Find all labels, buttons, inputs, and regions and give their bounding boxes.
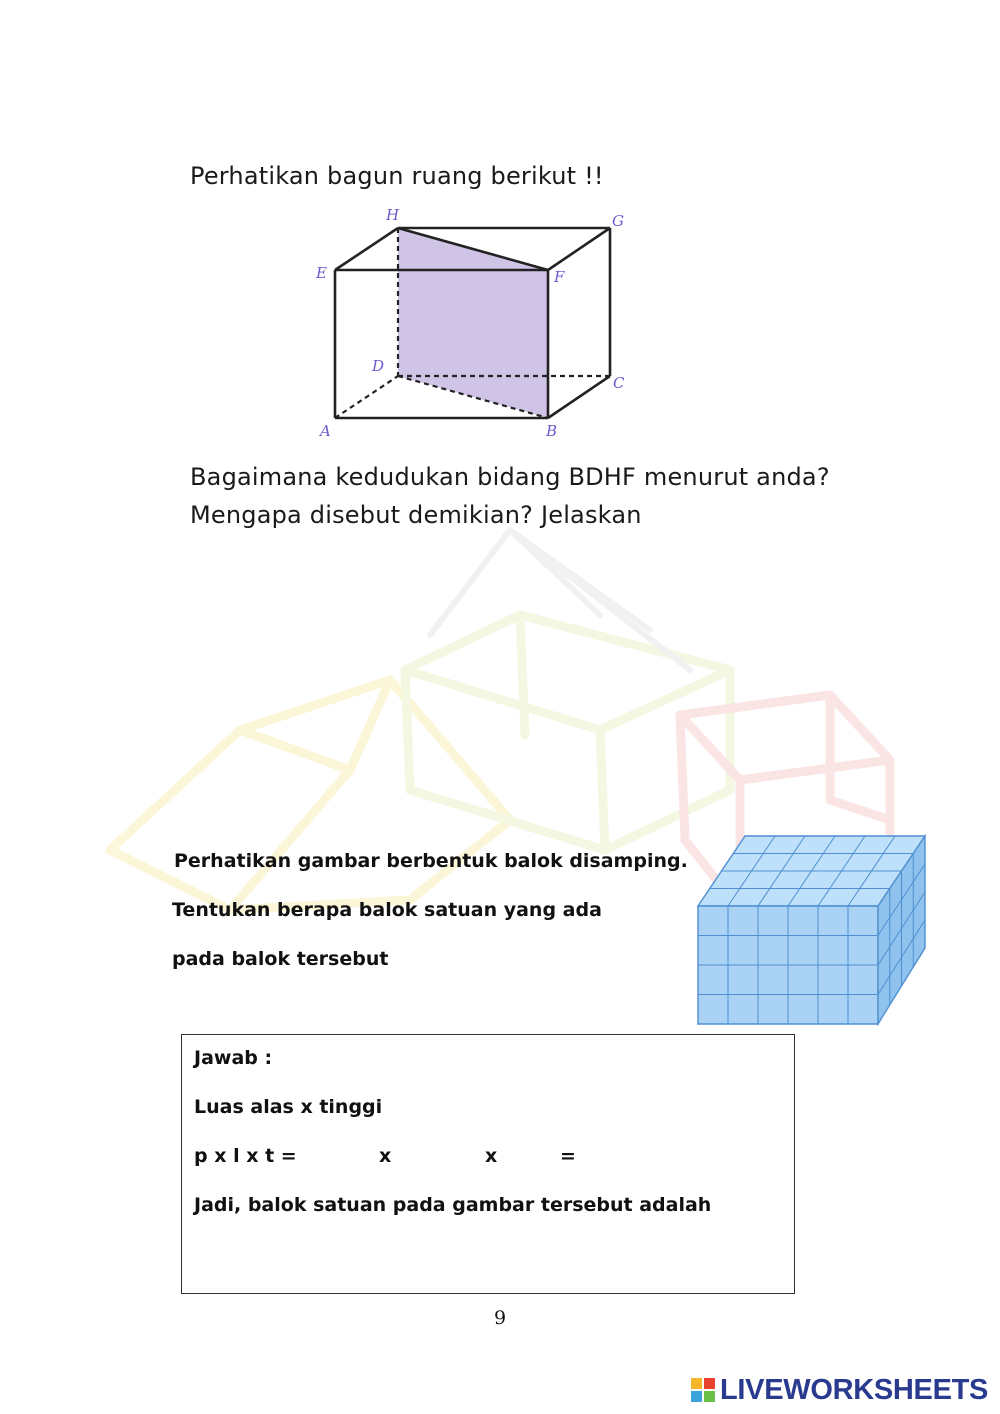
cuboid-bdhf-figure [300,200,650,445]
times-sign-2: x [485,1145,498,1167]
answer-formula: Luas alas x tinggi [194,1096,383,1118]
answer-title: Jawab : [194,1047,273,1069]
brand-name: LIVEWORKSHEETS [720,1373,989,1406]
question2-line3: pada balok tersebut [172,948,389,970]
expression-start: p x l x t = [194,1145,297,1167]
question1-line2: Mengapa disebut demikian? Jelaskan [190,501,642,529]
answer-expression [194,1145,774,1171]
liveworksheets-brand[interactable] [690,1372,988,1408]
equals-sign: = [560,1145,576,1167]
vertex-label-b: B [546,422,558,440]
unit-cube-block-image [690,828,935,1028]
vertex-label-e: E [316,264,327,282]
liveworksheets-logo-icon [690,1377,716,1403]
page-number: 9 [493,1307,507,1329]
question1-intro: Perhatikan bagun ruang berikut !! [190,162,604,190]
question2-line1: Perhatikan gambar berbentuk balok disamping. [174,850,688,872]
vertex-label-g: G [612,212,624,230]
answer-conclusion: Jadi, balok satuan pada gambar tersebut adalah [194,1194,712,1216]
vertex-label-d: D [372,357,385,375]
vertex-label-h: H [386,206,400,224]
question1-line1: Bagaimana kedudukan bidang BDHF menurut anda? [190,463,830,491]
question2-line2: Tentukan berapa balok satuan yang ada [172,899,602,921]
times-sign-1: x [379,1145,392,1167]
vertex-label-a: A [320,422,331,440]
vertex-label-f: F [554,268,565,286]
plane-bdhf [398,228,548,418]
answer-box[interactable] [181,1034,795,1294]
vertex-label-c: C [613,374,625,392]
